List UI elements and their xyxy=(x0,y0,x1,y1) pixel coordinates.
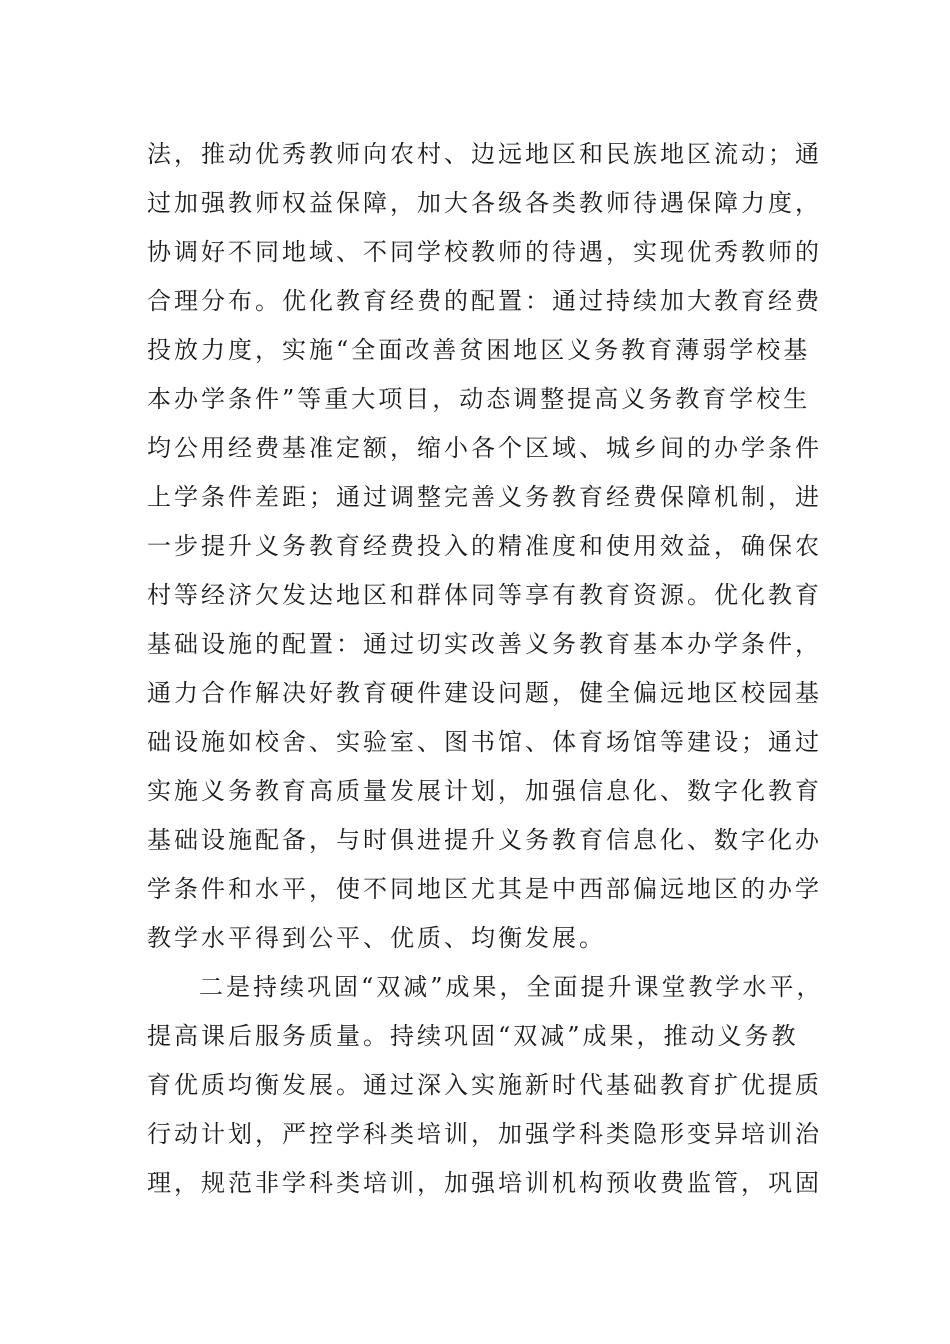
text-line: 均公用经费基准定额，缩小各个区域、城乡间的办学条件 xyxy=(147,434,822,462)
text-line: 础设施如校舍、实验室、图书馆、体育场馆等建设；通过 xyxy=(147,728,822,756)
text-line: 本办学条件”等重大项目，动态调整提高义务教育学校生 xyxy=(147,385,811,413)
text-line: 基础设施配备，与时俱进提升义务教育信息化、数字化办 xyxy=(147,826,822,854)
text-line: 一步提升义务教育经费投入的精准度和使用效益，确保农 xyxy=(147,532,822,560)
text-line: 投放力度，实施“全面改善贫困地区义务教育薄弱学校基 xyxy=(147,336,811,364)
text-line: 实施义务教育高质量发展计划，加强信息化、数字化教育 xyxy=(147,777,822,805)
text-line: 上学条件差距；通过调整完善义务教育经费保障机制，进 xyxy=(147,483,822,511)
text-line: 基础设施的配置：通过切实改善义务教育基本办学条件， xyxy=(147,630,822,658)
text-line: 过加强教师权益保障，加大各级各类教师待遇保障力度， xyxy=(147,189,822,217)
text-line: 提高课后服务质量。持续巩固“双减”成果，推动义务教 xyxy=(147,1022,799,1050)
text-line: 通力合作解决好教育硬件建设问题，健全偏远地区校园基 xyxy=(147,679,822,707)
text-line: 教学水平得到公平、优质、均衡发展。 xyxy=(147,924,606,952)
text-line: 协调好不同地域、不同学校教师的待遇，实现优秀教师的 xyxy=(147,238,822,266)
text-line: 行动计划，严控学科类培训，加强学科类隐形变异培训治 xyxy=(147,1120,822,1148)
text-line: 育优质均衡发展。通过深入实施新时代基础教育扩优提质 xyxy=(147,1071,822,1099)
text-line: 合理分布。优化教育经费的配置：通过持续加大教育经费 xyxy=(147,287,822,315)
body-text xyxy=(147,130,827,1208)
text-line: 村等经济欠发达地区和群体同等享有教育资源。优化教育 xyxy=(147,581,822,609)
text-line: 法，推动优秀教师向农村、边远地区和民族地区流动；通 xyxy=(147,140,822,168)
text-line: 理，规范非学科类培训，加强培训机构预收费监管，巩固 xyxy=(147,1169,822,1197)
paragraph-start-line: 二是持续巩固“双减”成果，全面提升课堂教学水平， xyxy=(199,973,824,1001)
text-line: 学条件和水平，使不同地区尤其是中西部偏远地区的办学 xyxy=(147,875,822,903)
